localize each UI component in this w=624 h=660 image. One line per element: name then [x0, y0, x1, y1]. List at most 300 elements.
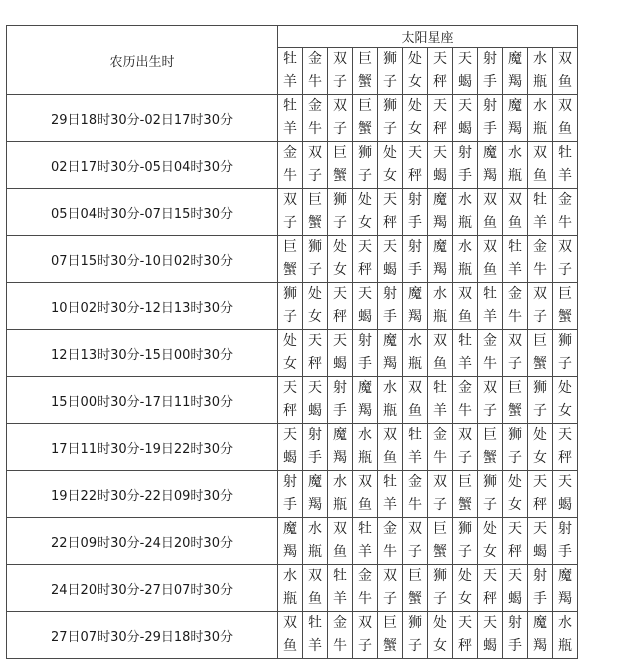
table-row [7, 283, 578, 330]
sign-cell [553, 236, 578, 283]
header-sign-cell [428, 48, 453, 95]
table-row [7, 236, 578, 283]
header-sign-label: 双 子 [333, 51, 347, 90]
header-sign-cell [453, 48, 478, 95]
sign-label: 双 鱼 [533, 145, 547, 184]
sign-label: 双 鱼 [308, 568, 322, 607]
sign-label: 射 手 [358, 333, 372, 372]
sign-cell [353, 236, 378, 283]
header-sign-cell [478, 48, 503, 95]
sign-label: 天 秤 [533, 474, 547, 513]
sign-cell [403, 518, 428, 565]
sign-label: 双 子 [458, 427, 472, 466]
sign-cell [503, 142, 528, 189]
birth-time-range: 05日04时30分-07日15时30分 [7, 189, 278, 236]
sign-label: 牡 羊 [358, 521, 372, 560]
sign-cell [303, 565, 328, 612]
sign-cell [428, 612, 453, 659]
sign-cell [353, 330, 378, 377]
sign-cell [278, 424, 303, 471]
sign-cell [403, 283, 428, 330]
sign-label: 天 秤 [383, 192, 397, 231]
sign-label: 处 女 [308, 286, 322, 325]
sign-cell [403, 612, 428, 659]
sign-label: 狮 子 [508, 427, 522, 466]
sign-cell [303, 424, 328, 471]
sign-cell [403, 424, 428, 471]
sign-label: 天 秤 [433, 98, 447, 137]
sign-cell [378, 612, 403, 659]
sign-label: 射 手 [458, 145, 472, 184]
sign-cell [503, 189, 528, 236]
table-row [7, 565, 578, 612]
sign-cell [403, 236, 428, 283]
sun-sign-header: 太阳星座 [278, 26, 578, 48]
sign-label: 天 秤 [483, 568, 497, 607]
sign-label: 巨 蟹 [383, 615, 397, 654]
sign-label: 水 瓶 [533, 98, 547, 137]
sign-label: 双 鱼 [483, 192, 497, 231]
sign-label: 狮 子 [383, 98, 397, 137]
sign-cell [528, 518, 553, 565]
sign-cell [553, 518, 578, 565]
sign-cell [428, 330, 453, 377]
sign-label: 金 牛 [383, 521, 397, 560]
sign-label: 双 子 [483, 380, 497, 419]
sign-cell [303, 283, 328, 330]
sign-cell [328, 189, 353, 236]
sign-label: 魔 羯 [308, 474, 322, 513]
sign-cell [278, 283, 303, 330]
sign-label: 魔 羯 [283, 521, 297, 560]
table-row [7, 142, 578, 189]
sign-cell [278, 330, 303, 377]
sign-cell [303, 142, 328, 189]
sign-cell [453, 518, 478, 565]
sign-label: 巨 蟹 [433, 521, 447, 560]
sign-cell [528, 330, 553, 377]
sign-cell [378, 283, 403, 330]
sign-label: 狮 子 [458, 521, 472, 560]
sign-label: 巨 蟹 [483, 427, 497, 466]
sign-cell [353, 377, 378, 424]
sign-cell [353, 612, 378, 659]
header-sign-label: 射 手 [483, 51, 497, 90]
sign-label: 牡 羊 [458, 333, 472, 372]
sign-label: 水 瓶 [508, 145, 522, 184]
header-sign-cell [303, 48, 328, 95]
sign-cell [278, 142, 303, 189]
sign-label: 双 鱼 [508, 192, 522, 231]
sign-label: 巨 蟹 [358, 98, 372, 137]
sign-cell [353, 189, 378, 236]
sign-label: 处 女 [408, 98, 422, 137]
sign-label: 射 手 [333, 380, 347, 419]
sign-cell [428, 95, 453, 142]
header-sign-cell [503, 48, 528, 95]
sign-label: 狮 子 [433, 568, 447, 607]
birth-time-range: 12日13时30分-15日00时30分 [7, 330, 278, 377]
sign-cell [453, 565, 478, 612]
sign-cell [303, 189, 328, 236]
sign-label: 巨 蟹 [508, 380, 522, 419]
sign-label: 狮 子 [283, 286, 297, 325]
sign-label: 天 蝎 [358, 286, 372, 325]
sign-cell [278, 612, 303, 659]
sign-cell [528, 236, 553, 283]
sign-label: 水 瓶 [433, 286, 447, 325]
sign-cell [453, 612, 478, 659]
time-column-header: 农历出生时 [7, 26, 278, 95]
sign-label: 狮 子 [408, 615, 422, 654]
sign-cell [503, 377, 528, 424]
sign-label: 牡 羊 [508, 239, 522, 278]
sign-cell [553, 142, 578, 189]
sign-label: 双 鱼 [408, 380, 422, 419]
sign-label: 射 手 [508, 615, 522, 654]
sign-cell [553, 330, 578, 377]
header-sign-label: 双 鱼 [558, 51, 572, 90]
birth-time-range: 19日22时30分-22日09时30分 [7, 471, 278, 518]
sign-label: 双 鱼 [333, 521, 347, 560]
sign-cell [378, 142, 403, 189]
sign-cell [478, 142, 503, 189]
sign-cell [353, 95, 378, 142]
sign-label: 天 秤 [358, 239, 372, 278]
sign-cell [353, 518, 378, 565]
sign-label: 巨 蟹 [408, 568, 422, 607]
header-sign-label: 魔 羯 [508, 51, 522, 90]
sign-cell [503, 283, 528, 330]
header-sign-cell [553, 48, 578, 95]
sign-cell [478, 612, 503, 659]
sign-label: 金 牛 [358, 568, 372, 607]
sign-cell [303, 518, 328, 565]
sign-cell [453, 471, 478, 518]
sign-label: 双 子 [508, 333, 522, 372]
sign-label: 双 子 [558, 239, 572, 278]
sign-cell [353, 424, 378, 471]
header-sign-label: 水 瓶 [533, 51, 547, 90]
sign-cell [403, 142, 428, 189]
sign-cell [428, 518, 453, 565]
zodiac-table [6, 25, 578, 659]
sign-label: 魔 羯 [483, 145, 497, 184]
sign-cell [303, 377, 328, 424]
sign-cell [528, 189, 553, 236]
sign-cell [503, 518, 528, 565]
sign-cell [478, 236, 503, 283]
sign-label: 双 子 [283, 192, 297, 231]
sign-label: 水 瓶 [283, 568, 297, 607]
sign-label: 双 鱼 [458, 286, 472, 325]
sign-label: 狮 子 [533, 380, 547, 419]
table-row [7, 377, 578, 424]
sign-cell [453, 95, 478, 142]
sign-cell [403, 565, 428, 612]
sign-label: 射 手 [308, 427, 322, 466]
sign-label: 天 蝎 [508, 568, 522, 607]
sign-cell [428, 565, 453, 612]
sign-cell [403, 377, 428, 424]
table-row [7, 189, 578, 236]
sign-label: 射 手 [283, 474, 297, 513]
table-row [7, 95, 578, 142]
header-sign-label: 巨 蟹 [358, 51, 372, 90]
sign-cell [328, 612, 353, 659]
sign-cell [553, 565, 578, 612]
sign-label: 处 女 [558, 380, 572, 419]
sign-label: 天 秤 [283, 380, 297, 419]
sign-cell [403, 95, 428, 142]
sign-label: 魔 羯 [433, 239, 447, 278]
table-row [7, 612, 578, 659]
sign-cell [278, 236, 303, 283]
sign-label: 双 鱼 [358, 474, 372, 513]
sign-label: 魔 羯 [408, 286, 422, 325]
header-sign-label: 天 蝎 [458, 51, 472, 90]
header-sign-cell [353, 48, 378, 95]
sign-cell [528, 95, 553, 142]
sign-label: 处 女 [283, 333, 297, 372]
sign-label: 天 秤 [558, 427, 572, 466]
sign-cell [328, 377, 353, 424]
birth-time-range: 22日09时30分-24日20时30分 [7, 518, 278, 565]
sign-cell [503, 471, 528, 518]
sign-label: 魔 羯 [383, 333, 397, 372]
sign-label: 天 蝎 [383, 239, 397, 278]
sign-label: 天 蝎 [483, 615, 497, 654]
sign-label: 射 手 [408, 239, 422, 278]
sign-label: 射 手 [558, 521, 572, 560]
birth-time-range: 10日02时30分-12日13时30分 [7, 283, 278, 330]
sign-label: 天 秤 [308, 333, 322, 372]
sign-label: 牡 羊 [333, 568, 347, 607]
sign-cell [328, 565, 353, 612]
sign-label: 巨 蟹 [283, 239, 297, 278]
sign-label: 双 子 [358, 615, 372, 654]
sign-cell [528, 377, 553, 424]
table-row [7, 471, 578, 518]
sign-label: 天 蝎 [558, 474, 572, 513]
sign-label: 牡 羊 [283, 98, 297, 137]
sign-cell [428, 471, 453, 518]
sign-label: 处 女 [433, 615, 447, 654]
sign-label: 金 牛 [433, 427, 447, 466]
sign-cell [278, 377, 303, 424]
sign-cell [428, 377, 453, 424]
sign-cell [353, 142, 378, 189]
sign-cell [378, 377, 403, 424]
sign-cell [303, 612, 328, 659]
sign-cell [328, 424, 353, 471]
sign-cell [553, 95, 578, 142]
sign-cell [278, 95, 303, 142]
sign-cell [453, 283, 478, 330]
sign-cell [553, 612, 578, 659]
sign-cell [378, 236, 403, 283]
sign-cell [478, 377, 503, 424]
sign-cell [478, 424, 503, 471]
sign-label: 天 秤 [408, 145, 422, 184]
sign-label: 射 手 [533, 568, 547, 607]
header-sign-cell [328, 48, 353, 95]
sign-label: 天 秤 [333, 286, 347, 325]
sign-cell [378, 189, 403, 236]
sign-cell [528, 471, 553, 518]
sign-label: 双 子 [408, 521, 422, 560]
birth-time-range: 24日20时30分-27日07时30分 [7, 565, 278, 612]
sign-cell [528, 612, 553, 659]
sign-label: 金 牛 [533, 239, 547, 278]
sign-label: 巨 蟹 [558, 286, 572, 325]
sign-label: 处 女 [383, 145, 397, 184]
sign-label: 处 女 [483, 521, 497, 560]
sign-label: 金 牛 [408, 474, 422, 513]
sign-label: 水 瓶 [458, 239, 472, 278]
sign-cell [403, 471, 428, 518]
sign-cell [353, 471, 378, 518]
sign-label: 魔 羯 [558, 568, 572, 607]
sign-label: 魔 羯 [508, 98, 522, 137]
sign-cell [478, 189, 503, 236]
header-sign-label: 处 女 [408, 51, 422, 90]
sign-label: 魔 羯 [333, 427, 347, 466]
sign-label: 天 蝎 [458, 98, 472, 137]
sign-label: 天 蝎 [283, 427, 297, 466]
sign-label: 巨 蟹 [533, 333, 547, 372]
sign-cell [278, 518, 303, 565]
sign-label: 双 鱼 [558, 98, 572, 137]
sign-label: 牡 羊 [408, 427, 422, 466]
sign-label: 双 鱼 [283, 615, 297, 654]
sign-cell [503, 330, 528, 377]
sign-cell [328, 142, 353, 189]
sign-cell [378, 471, 403, 518]
sign-cell [453, 142, 478, 189]
sign-cell [428, 424, 453, 471]
birth-time-range: 17日11时30分-19日22时30分 [7, 424, 278, 471]
sign-cell [478, 330, 503, 377]
sign-cell [553, 424, 578, 471]
sign-label: 金 牛 [483, 333, 497, 372]
sign-label: 金 牛 [283, 145, 297, 184]
sign-label: 水 瓶 [458, 192, 472, 231]
sign-label: 双 鱼 [433, 333, 447, 372]
sign-cell [528, 283, 553, 330]
sign-label: 金 牛 [458, 380, 472, 419]
sign-label: 水 瓶 [308, 521, 322, 560]
sign-cell [353, 565, 378, 612]
sign-label: 天 蝎 [333, 333, 347, 372]
sign-label: 天 蝎 [433, 145, 447, 184]
sign-cell [528, 565, 553, 612]
sign-label: 魔 羯 [533, 615, 547, 654]
sign-cell [503, 95, 528, 142]
sign-label: 双 鱼 [483, 239, 497, 278]
sign-cell [428, 142, 453, 189]
sign-label: 牡 羊 [533, 192, 547, 231]
sign-label: 天 蝎 [533, 521, 547, 560]
sign-label: 狮 子 [308, 239, 322, 278]
sign-label: 牡 羊 [308, 615, 322, 654]
sign-label: 狮 子 [333, 192, 347, 231]
sign-cell [528, 424, 553, 471]
sign-cell [453, 377, 478, 424]
sign-cell [328, 236, 353, 283]
sign-cell [303, 471, 328, 518]
sign-label: 水 瓶 [383, 380, 397, 419]
sign-cell [478, 471, 503, 518]
sign-cell [403, 330, 428, 377]
sign-cell [278, 471, 303, 518]
sign-cell [428, 189, 453, 236]
header-sign-cell [528, 48, 553, 95]
table-row [7, 330, 578, 377]
sign-cell [478, 283, 503, 330]
sign-cell [453, 330, 478, 377]
sign-cell [328, 330, 353, 377]
sign-label: 巨 蟹 [308, 192, 322, 231]
sign-label: 牡 羊 [558, 145, 572, 184]
sign-label: 处 女 [533, 427, 547, 466]
sign-cell [453, 189, 478, 236]
sign-label: 牡 羊 [433, 380, 447, 419]
sign-cell [478, 95, 503, 142]
sign-label: 射 手 [483, 98, 497, 137]
sign-label: 魔 羯 [433, 192, 447, 231]
sign-label: 巨 蟹 [333, 145, 347, 184]
sign-label: 双 子 [308, 145, 322, 184]
sign-cell [478, 565, 503, 612]
sign-cell [328, 283, 353, 330]
sign-label: 金 牛 [333, 615, 347, 654]
sign-cell [503, 236, 528, 283]
sign-cell [278, 189, 303, 236]
header-sign-label: 天 秤 [433, 51, 447, 90]
sign-cell [328, 471, 353, 518]
sign-label: 射 手 [408, 192, 422, 231]
header-sign-label: 牡 羊 [283, 51, 297, 90]
sign-label: 处 女 [333, 239, 347, 278]
sign-label: 巨 蟹 [458, 474, 472, 513]
sign-label: 射 手 [383, 286, 397, 325]
sign-cell [428, 283, 453, 330]
sign-cell [378, 95, 403, 142]
sign-label: 水 瓶 [408, 333, 422, 372]
birth-time-range: 07日15时30分-10日02时30分 [7, 236, 278, 283]
sign-label: 天 秤 [508, 521, 522, 560]
header-sign-label: 狮 子 [383, 51, 397, 90]
sign-cell [328, 95, 353, 142]
sign-label: 狮 子 [483, 474, 497, 513]
sign-label: 双 子 [333, 98, 347, 137]
sign-cell [528, 142, 553, 189]
header-row-1 [7, 26, 578, 48]
sign-cell [553, 377, 578, 424]
sign-cell [428, 236, 453, 283]
sign-label: 金 牛 [508, 286, 522, 325]
sign-cell [378, 518, 403, 565]
sign-cell [378, 565, 403, 612]
sign-label: 双 子 [433, 474, 447, 513]
header-sign-cell [378, 48, 403, 95]
header-sign-cell [278, 48, 303, 95]
birth-time-range: 02日17时30分-05日04时30分 [7, 142, 278, 189]
sign-label: 处 女 [508, 474, 522, 513]
sign-cell [403, 189, 428, 236]
header-sign-label: 金 牛 [308, 51, 322, 90]
